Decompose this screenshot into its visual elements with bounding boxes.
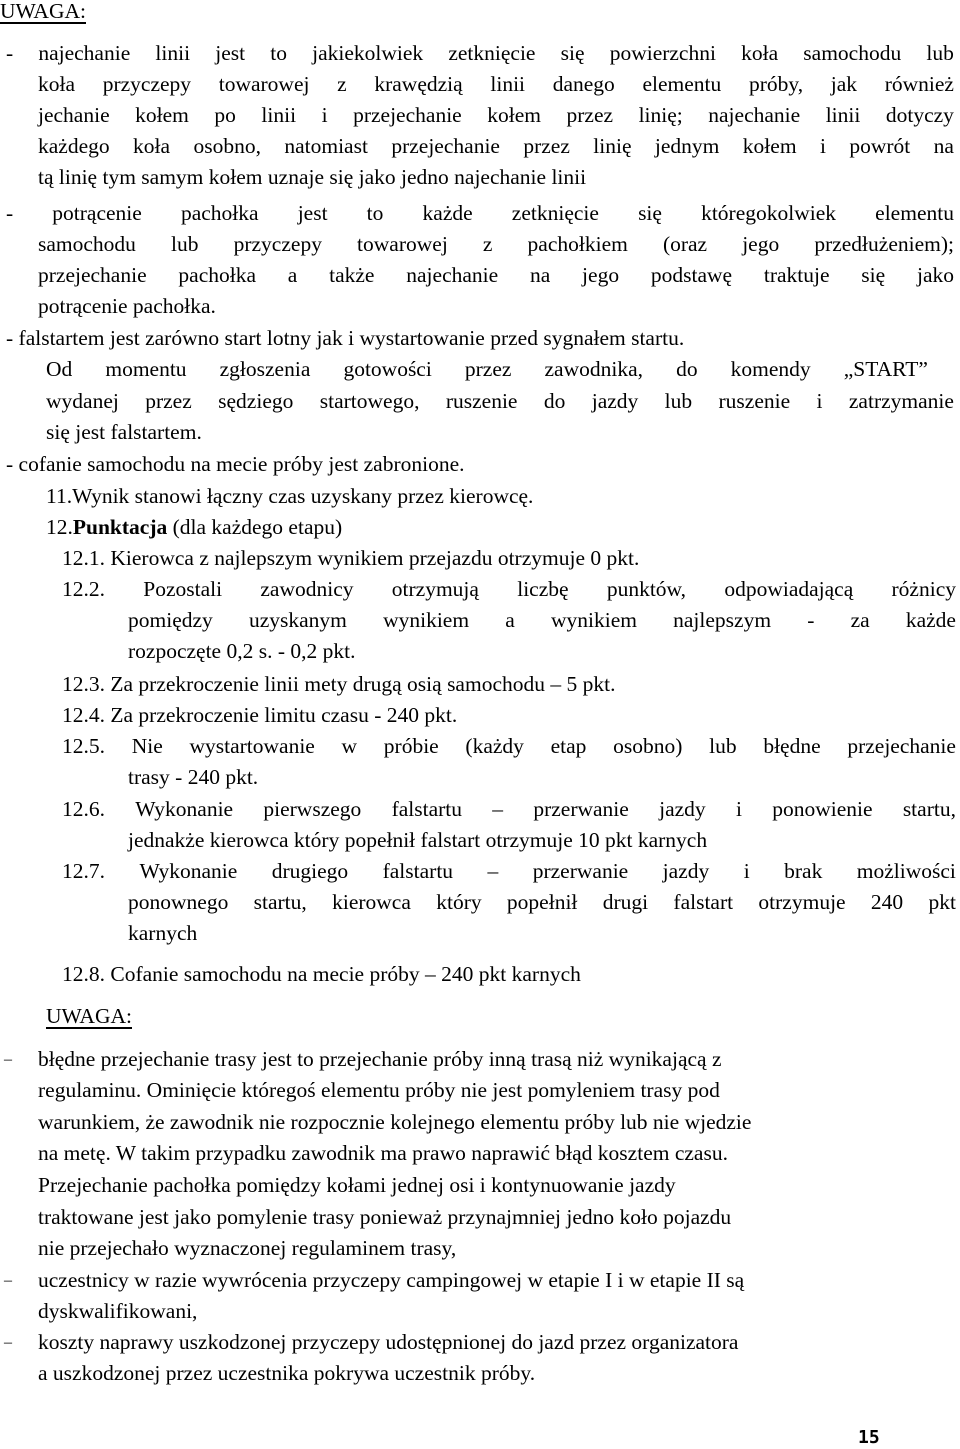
word: linii [155,41,191,65]
paragraph-line [6,198,954,229]
note-line: Przejechanie pachołka pomiędzy kołami jednej osi i kontynuowanie jazdy [38,1173,676,1197]
word: jazdy [662,859,710,883]
word: Nie [131,734,163,758]
sub-item-12-7 [62,856,956,887]
word: towarowej [218,72,310,96]
word: ruszenie [718,389,791,413]
word: momentu [105,357,187,381]
word: wydanej [46,389,119,413]
word: podstawę [650,263,733,287]
word: elementu [642,72,722,96]
word: przyczepy [102,72,192,96]
word: otrzymują [391,577,479,601]
word: osobno, [193,134,261,158]
word: przedłużeniem); [814,232,954,256]
word: liczbę [517,577,569,601]
paragraph-line [46,354,928,385]
sub-item-12-2 [62,574,956,605]
page-number: 15 [858,1427,880,1448]
paragraph-line: - cofanie samochodu na mecie próby jest zabronione. [6,452,465,476]
sub-item-12-6 [62,794,956,825]
heading-uwaga: UWAGA: [0,0,86,23]
word: a [505,608,515,632]
word: przez [145,389,192,413]
word: falstart [673,890,734,914]
word: przejechanie [847,734,956,758]
word: lub [709,734,737,758]
note-line: koszty naprawy uszkodzonej przyczepy udostępnionej do jazd przez organizatora [38,1330,739,1354]
word: różnicy [891,577,956,601]
item-12-bold: Punktacja [72,515,168,539]
word: pierwszego [263,797,362,821]
word: z [337,72,347,96]
word: każde [905,608,956,632]
word: lub [664,389,693,413]
word: się [861,263,886,287]
word: również [884,72,954,96]
word: pachołka [180,201,259,225]
word: popełnił [506,890,578,914]
word: przejechanie [391,134,500,158]
word: jego [742,232,780,256]
item-12-number: 12. [46,515,73,539]
word: potrącenie [52,201,142,225]
word: - [6,201,14,225]
word: przyczepy [233,232,322,256]
word: falstartu [391,797,463,821]
word: traktuje [763,263,830,287]
word: koła [38,72,76,96]
word: komendy [730,357,811,381]
word: także [329,263,375,287]
word: zetknięcie [448,41,536,65]
paragraph-line [38,229,954,260]
word: jest [215,41,246,65]
word: przejechanie [353,103,462,127]
note-line: na metę. W takim przypadku zawodnik ma prawo naprawić błąd kosztem czasu. [38,1141,728,1165]
word: 12.7. [62,859,105,883]
word: odpowiadającą [724,577,854,601]
note-line: uczestnicy w razie wywrócenia przyczepy campingowej w etapie I i w etapie II są [38,1268,745,1292]
word: linię; [638,103,683,127]
word: przejechanie [38,263,147,287]
word: przerwanie [533,797,629,821]
word: wynikiem [550,608,637,632]
word: jak [830,72,858,96]
word: ponowienie [772,797,873,821]
paragraph-line: potrącenie pachołka. [38,294,216,318]
sub-item-12-3: 12.3. Za przekroczenie linii mety drugą osią samochodu – 5 pkt. [62,672,616,696]
word: przerwanie [532,859,629,883]
word: w [341,734,358,758]
word: zawodnicy [260,577,354,601]
word: drugi [602,890,649,914]
word: pomiędzy [128,608,213,632]
item-12-heading [46,512,342,543]
word: (każdy [465,734,524,758]
word: krawędzią [374,72,463,96]
paragraph-line: tą linię tym samym kołem uznaje się jako jedno najechanie linii [38,165,587,189]
word: samochodu [803,41,902,65]
word: towarowej [357,232,448,256]
word: koła [741,41,779,65]
word: to [366,201,384,225]
word: wynikiem [383,608,470,632]
sub-item-12-1: 12.1. Kierowca z najlepszym wynikiem przejazdu otrzymuje 0 pkt. [62,546,640,570]
note-line: błędne przejechanie trasy jest to przejechanie próby inną trasą niż wynikającą z [38,1047,722,1071]
paragraph-line [38,100,954,131]
word: etap [550,734,587,758]
word: jego [582,263,620,287]
word: otrzymuje [758,890,846,914]
word: a [287,263,298,287]
word: jednym [654,134,720,158]
note-line: dyskwalifikowani, [38,1299,198,1323]
word: do [543,389,566,413]
word: próby, [748,72,804,96]
sub-item-12-7-cont: karnych [128,921,198,945]
word: który [436,890,482,914]
sub-item-12-5 [62,731,956,762]
word: falstartu [382,859,454,883]
word: Od [46,357,73,381]
word: uzyskanym [248,608,347,632]
word: jazdy [591,389,639,413]
word: ponownego [128,890,229,914]
sub-item-12-7-cont [128,887,956,918]
word: - [6,41,14,65]
word: i [819,134,826,158]
word: powierzchni [609,41,716,65]
word: sędziego [218,389,294,413]
word: zgłoszenia [219,357,311,381]
word: 12.6. [62,797,105,821]
word: zatrzymanie [848,389,954,413]
sub-item-12-2-cont: rozpoczęte 0,2 s. - 0,2 pkt. [128,639,356,663]
word: najechanie [38,41,131,65]
word: każde [422,201,473,225]
word: na [933,134,954,158]
paragraph-line [38,260,954,291]
word: lub [171,232,199,256]
word: lub [926,41,954,65]
word: drugiego [271,859,349,883]
word: pkt [928,890,956,914]
sub-item-12-6-cont: jednakże kierowca który popełnił falstart otrzymuje 10 pkt karnych [128,828,708,852]
word: to [270,41,287,65]
word: (oraz [662,232,708,256]
word: jechanie [38,103,110,127]
word: jakiekolwiek [312,41,424,65]
word: startowego, [319,389,420,413]
word: pachołkiem [527,232,628,256]
word: zetknięcie [511,201,599,225]
word: przez [566,103,614,127]
word: Wykonanie [135,797,234,821]
word: przez [464,357,512,381]
sub-item-12-8: 12.8. Cofanie samochodu na mecie próby – 240 pkt karnych [62,962,581,986]
word: powrót [849,134,911,158]
note-line: a uszkodzonej przez uczestnika pokrywa uczestnik próby. [38,1361,536,1385]
word: próbie [383,734,439,758]
word: startu, [902,797,956,821]
word: któregokolwiek [701,201,837,225]
word: Pozostali [143,577,223,601]
word: jest [297,201,328,225]
word: gotowości [343,357,432,381]
word: najechanie [708,103,801,127]
word: najlepszym [673,608,772,632]
word: z [482,232,493,256]
word: linii [825,103,861,127]
word: natomiast [284,134,368,158]
word: brak [784,859,823,883]
word: po [214,103,236,127]
word: najechanie [406,263,499,287]
paragraph-line [38,69,954,100]
note-line: warunkiem, że zawodnik nie rozpocznie kolejnego elementu próby lub nie wjedzie [38,1110,752,1134]
word: pachołka [178,263,257,287]
word: 12.5. [62,734,105,758]
word: samochodu [38,232,136,256]
word: zawodnika, [544,357,644,381]
word: możliwości [856,859,956,883]
word: „START” [843,357,928,381]
word: danego [552,72,615,96]
word: koła [133,134,171,158]
word: ruszenie [445,389,518,413]
paragraph-line: - falstartem jest zarówno start lotny jak i wystartowanie przed sygnałem startu. [6,326,685,350]
word: startu, [253,890,307,914]
note-line: nie przejechało wyznaczonej regulaminem trasy, [38,1236,457,1260]
dash-marker: – [4,1334,12,1351]
word: – [492,797,504,821]
word: punktów, [606,577,687,601]
word: przez [523,134,570,158]
word: za [850,608,870,632]
word: Wykonanie [139,859,238,883]
word: kołem [742,134,797,158]
word: kierowca [332,890,411,914]
word: błędne [763,734,821,758]
word: każdego [38,134,110,158]
paragraph-line [46,386,954,417]
word: kołem [487,103,541,127]
sub-item-12-4: 12.4. Za przekroczenie limitu czasu - 240 pkt. [62,703,458,727]
dash-marker: – [4,1272,12,1289]
word: 12.2. [62,577,105,601]
word: do [676,357,698,381]
word: się [560,41,585,65]
word: kołem [135,103,189,127]
word: na [529,263,551,287]
note-line: regulaminu. Ominięcie któregoś elementu próby nie jest pomyleniem trasy pod [38,1078,720,1102]
word: i [735,797,742,821]
paragraph-line [6,38,954,69]
heading-uwaga-2: UWAGA: [46,1004,132,1028]
word: i [321,103,328,127]
word: się [638,201,662,225]
word: linii [261,103,297,127]
word: jazdy [659,797,706,821]
paragraph-line: się jest falstartem. [46,420,202,444]
word: i [816,389,823,413]
word: dotyczy [885,103,954,127]
sub-item-12-5-cont: trasy - 240 pkt. [128,765,259,789]
word: osobno) [613,734,683,758]
word: 240 [870,890,904,914]
word: i [743,859,750,883]
word: – [487,859,499,883]
word: linię [593,134,632,158]
word: jako [916,263,954,287]
word: linii [490,72,526,96]
word: elementu [875,201,954,225]
item-11: 11.Wynik stanowi łączny czas uzyskany przez kierowcę. [46,484,534,508]
word: - [807,608,815,632]
dash-marker: – [4,1051,12,1068]
word: wystartowanie [189,734,315,758]
item-12-rest: (dla każdego etapu) [167,515,343,539]
note-line: traktowane jest jako pomylenie trasy ponieważ przynajmniej jedno koło pojazdu [38,1205,732,1229]
paragraph-line [38,131,954,162]
sub-item-12-2-cont [128,605,956,636]
